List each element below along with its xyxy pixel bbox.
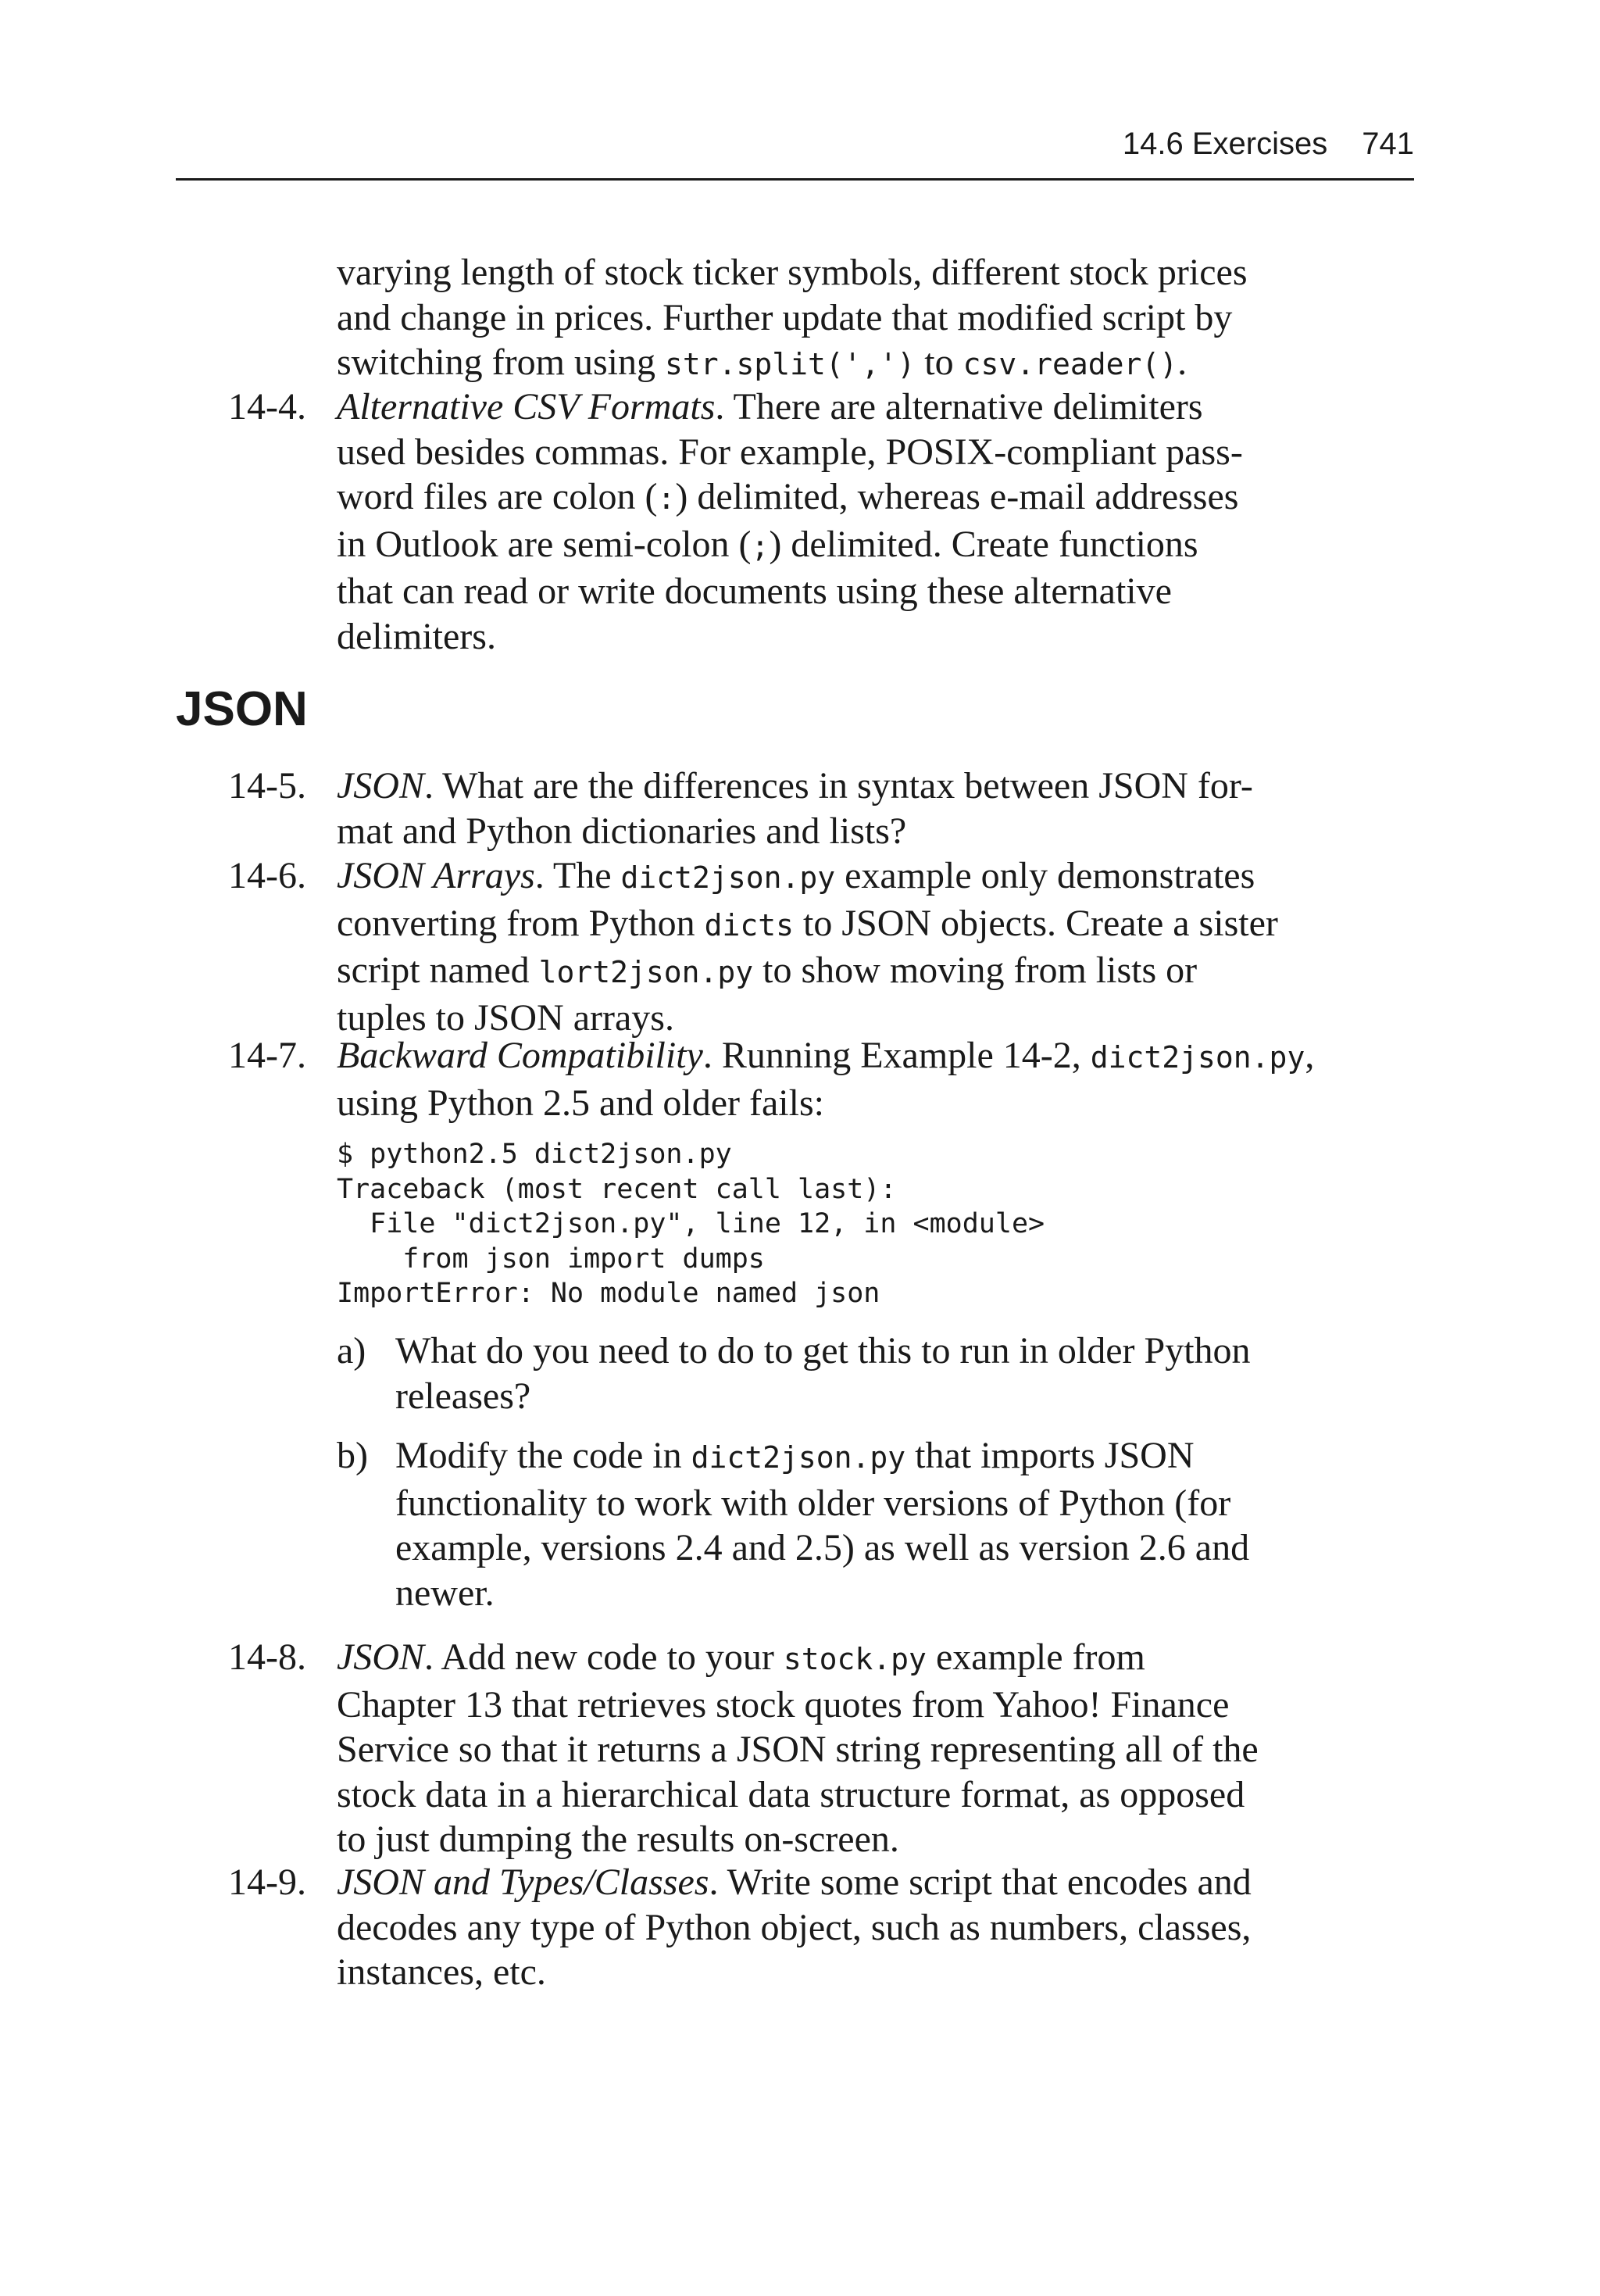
text-line: mat and Python dictionaries and lists? bbox=[337, 810, 907, 852]
exercise-title: JSON Arrays bbox=[337, 855, 535, 896]
exercise-number: 14-8. bbox=[228, 1636, 306, 1678]
text-line: decodes any type of Python object, such as numbers, classes, bbox=[337, 1906, 1252, 1948]
inline-code: dict2json.py bbox=[620, 860, 836, 895]
inline-code: dict2json.py bbox=[691, 1440, 906, 1475]
exercise-14-6 bbox=[337, 853, 1278, 1040]
text-span: to show moving from lists or bbox=[753, 950, 1198, 991]
text-line: Chapter 13 that retrieves stock quotes from Yahoo! Finance bbox=[337, 1683, 1230, 1726]
text-span: switching from using bbox=[337, 342, 665, 383]
inline-code: csv.reader() bbox=[962, 347, 1178, 381]
exercise-number: 14-9. bbox=[228, 1861, 306, 1903]
exercise-14-3-continuation bbox=[337, 250, 1248, 388]
text-span: . Add new code to your bbox=[423, 1636, 784, 1678]
inline-code: dict2json.py bbox=[1090, 1040, 1305, 1075]
text-span: ) delimited, whereas e-mail addresses bbox=[675, 476, 1239, 517]
code-line: ImportError: No module named json bbox=[337, 1278, 880, 1310]
exercise-number: 14-5. bbox=[228, 765, 306, 806]
text-span: Modify the code in bbox=[395, 1435, 691, 1476]
text-span: to bbox=[915, 342, 963, 383]
text-span: that imports JSON bbox=[905, 1435, 1195, 1476]
code-listing bbox=[337, 1137, 1045, 1311]
text-line bbox=[337, 764, 1253, 809]
text-line: to just dumping the results on-screen. bbox=[337, 1819, 899, 1860]
text-line bbox=[337, 1033, 1314, 1081]
text-span: example from bbox=[926, 1636, 1145, 1678]
subitem-label: a) bbox=[337, 1330, 366, 1372]
exercise-14-5 bbox=[337, 764, 1253, 853]
header-rule bbox=[176, 178, 1414, 181]
text-line bbox=[337, 522, 1243, 570]
text-line: Service so that it returns a JSON string representing all of the bbox=[337, 1729, 1259, 1770]
code-line: from json import dumps bbox=[337, 1243, 765, 1275]
text-line: instances, etc. bbox=[337, 1951, 546, 1993]
exercise-number: 14-4. bbox=[228, 386, 306, 427]
text-span: converting from Python bbox=[337, 902, 705, 944]
text-line: used besides commas. For example, POSIX-compliant pass- bbox=[337, 431, 1243, 473]
text-span: . The bbox=[534, 855, 621, 896]
exercise-title: JSON bbox=[337, 765, 424, 806]
text-line bbox=[337, 1860, 1252, 1905]
text-line bbox=[337, 853, 1278, 901]
text-line: functionality to work with older versions of Python (for bbox=[395, 1482, 1231, 1524]
inline-code: dicts bbox=[704, 907, 794, 942]
text-span: example only demonstrates bbox=[835, 855, 1255, 896]
inline-code: : bbox=[657, 481, 676, 516]
exercise-14-7-subitem-a bbox=[395, 1329, 1251, 1418]
text-line: releases? bbox=[395, 1375, 531, 1417]
code-line: File "dict2json.py", line 12, in <module> bbox=[337, 1208, 1045, 1240]
inline-code: lort2json.py bbox=[538, 955, 754, 989]
exercise-number: 14-6. bbox=[228, 855, 306, 896]
section-heading: JSON bbox=[176, 682, 308, 736]
inline-code: ; bbox=[751, 528, 770, 563]
text-line: and change in prices. Further update that modified script by bbox=[337, 296, 1233, 338]
text-line: varying length of stock ticker symbols, different stock prices bbox=[337, 252, 1248, 293]
text-span: . bbox=[1177, 342, 1188, 383]
text-line bbox=[337, 948, 1278, 996]
text-line: stock data in a hierarchical data structure format, as opposed bbox=[337, 1773, 1245, 1815]
text-span: word files are colon ( bbox=[337, 476, 658, 517]
exercise-title: Alternative CSV Formats bbox=[337, 386, 716, 427]
text-line: example, versions 2.4 and 2.5) as well as version 2.6 and bbox=[395, 1527, 1250, 1568]
subitem-label: b) bbox=[337, 1435, 368, 1476]
inline-code: stock.py bbox=[783, 1642, 927, 1676]
text-line: newer. bbox=[395, 1572, 495, 1614]
code-line: Traceback (most recent call last): bbox=[337, 1173, 897, 1205]
text-line: tuples to JSON arrays. bbox=[337, 996, 674, 1039]
text-line bbox=[395, 1433, 1249, 1481]
text-span: in Outlook are semi-colon ( bbox=[337, 523, 752, 565]
text-span: . There are alternative delimiters bbox=[715, 386, 1203, 427]
exercise-14-4 bbox=[337, 384, 1243, 659]
text-line bbox=[337, 340, 1248, 388]
exercise-title: JSON and Types/Classes bbox=[337, 1861, 709, 1903]
exercise-title: Backward Compatibility bbox=[337, 1035, 703, 1076]
text-span: . Write some script that encodes and bbox=[709, 1861, 1252, 1903]
inline-code: str.split(',') bbox=[664, 347, 916, 381]
text-span: . Running Example 14-2, bbox=[702, 1035, 1091, 1076]
exercise-14-9 bbox=[337, 1860, 1252, 1995]
text-line bbox=[337, 1635, 1259, 1683]
text-line: using Python 2.5 and older fails: bbox=[337, 1082, 824, 1124]
text-span: , bbox=[1305, 1035, 1315, 1076]
exercise-14-7-subitem-b bbox=[395, 1433, 1249, 1615]
text-line: that can read or write documents using these alternative bbox=[337, 570, 1172, 612]
running-head bbox=[176, 122, 1414, 166]
exercise-14-8 bbox=[337, 1635, 1259, 1862]
text-span: to JSON objects. Create a sister bbox=[794, 902, 1278, 944]
text-line: delimiters. bbox=[337, 615, 496, 657]
running-head-section: 14.6 Exercises bbox=[1122, 127, 1328, 161]
text-line bbox=[337, 474, 1243, 522]
text-span: . What are the differences in syntax between JSON for- bbox=[423, 765, 1253, 806]
text-line bbox=[337, 901, 1278, 949]
text-span: ) delimited. Create functions bbox=[769, 523, 1198, 565]
code-line: $ python2.5 dict2json.py bbox=[337, 1139, 732, 1170]
page-number: 741 bbox=[1362, 127, 1414, 161]
text-line bbox=[337, 384, 1243, 430]
exercise-title: JSON bbox=[337, 1636, 424, 1678]
exercise-number: 14-7. bbox=[228, 1035, 306, 1076]
text-span: script named bbox=[337, 950, 539, 991]
text-line: What do you need to do to get this to run in older Python bbox=[395, 1330, 1251, 1372]
exercise-14-7 bbox=[337, 1033, 1314, 1125]
